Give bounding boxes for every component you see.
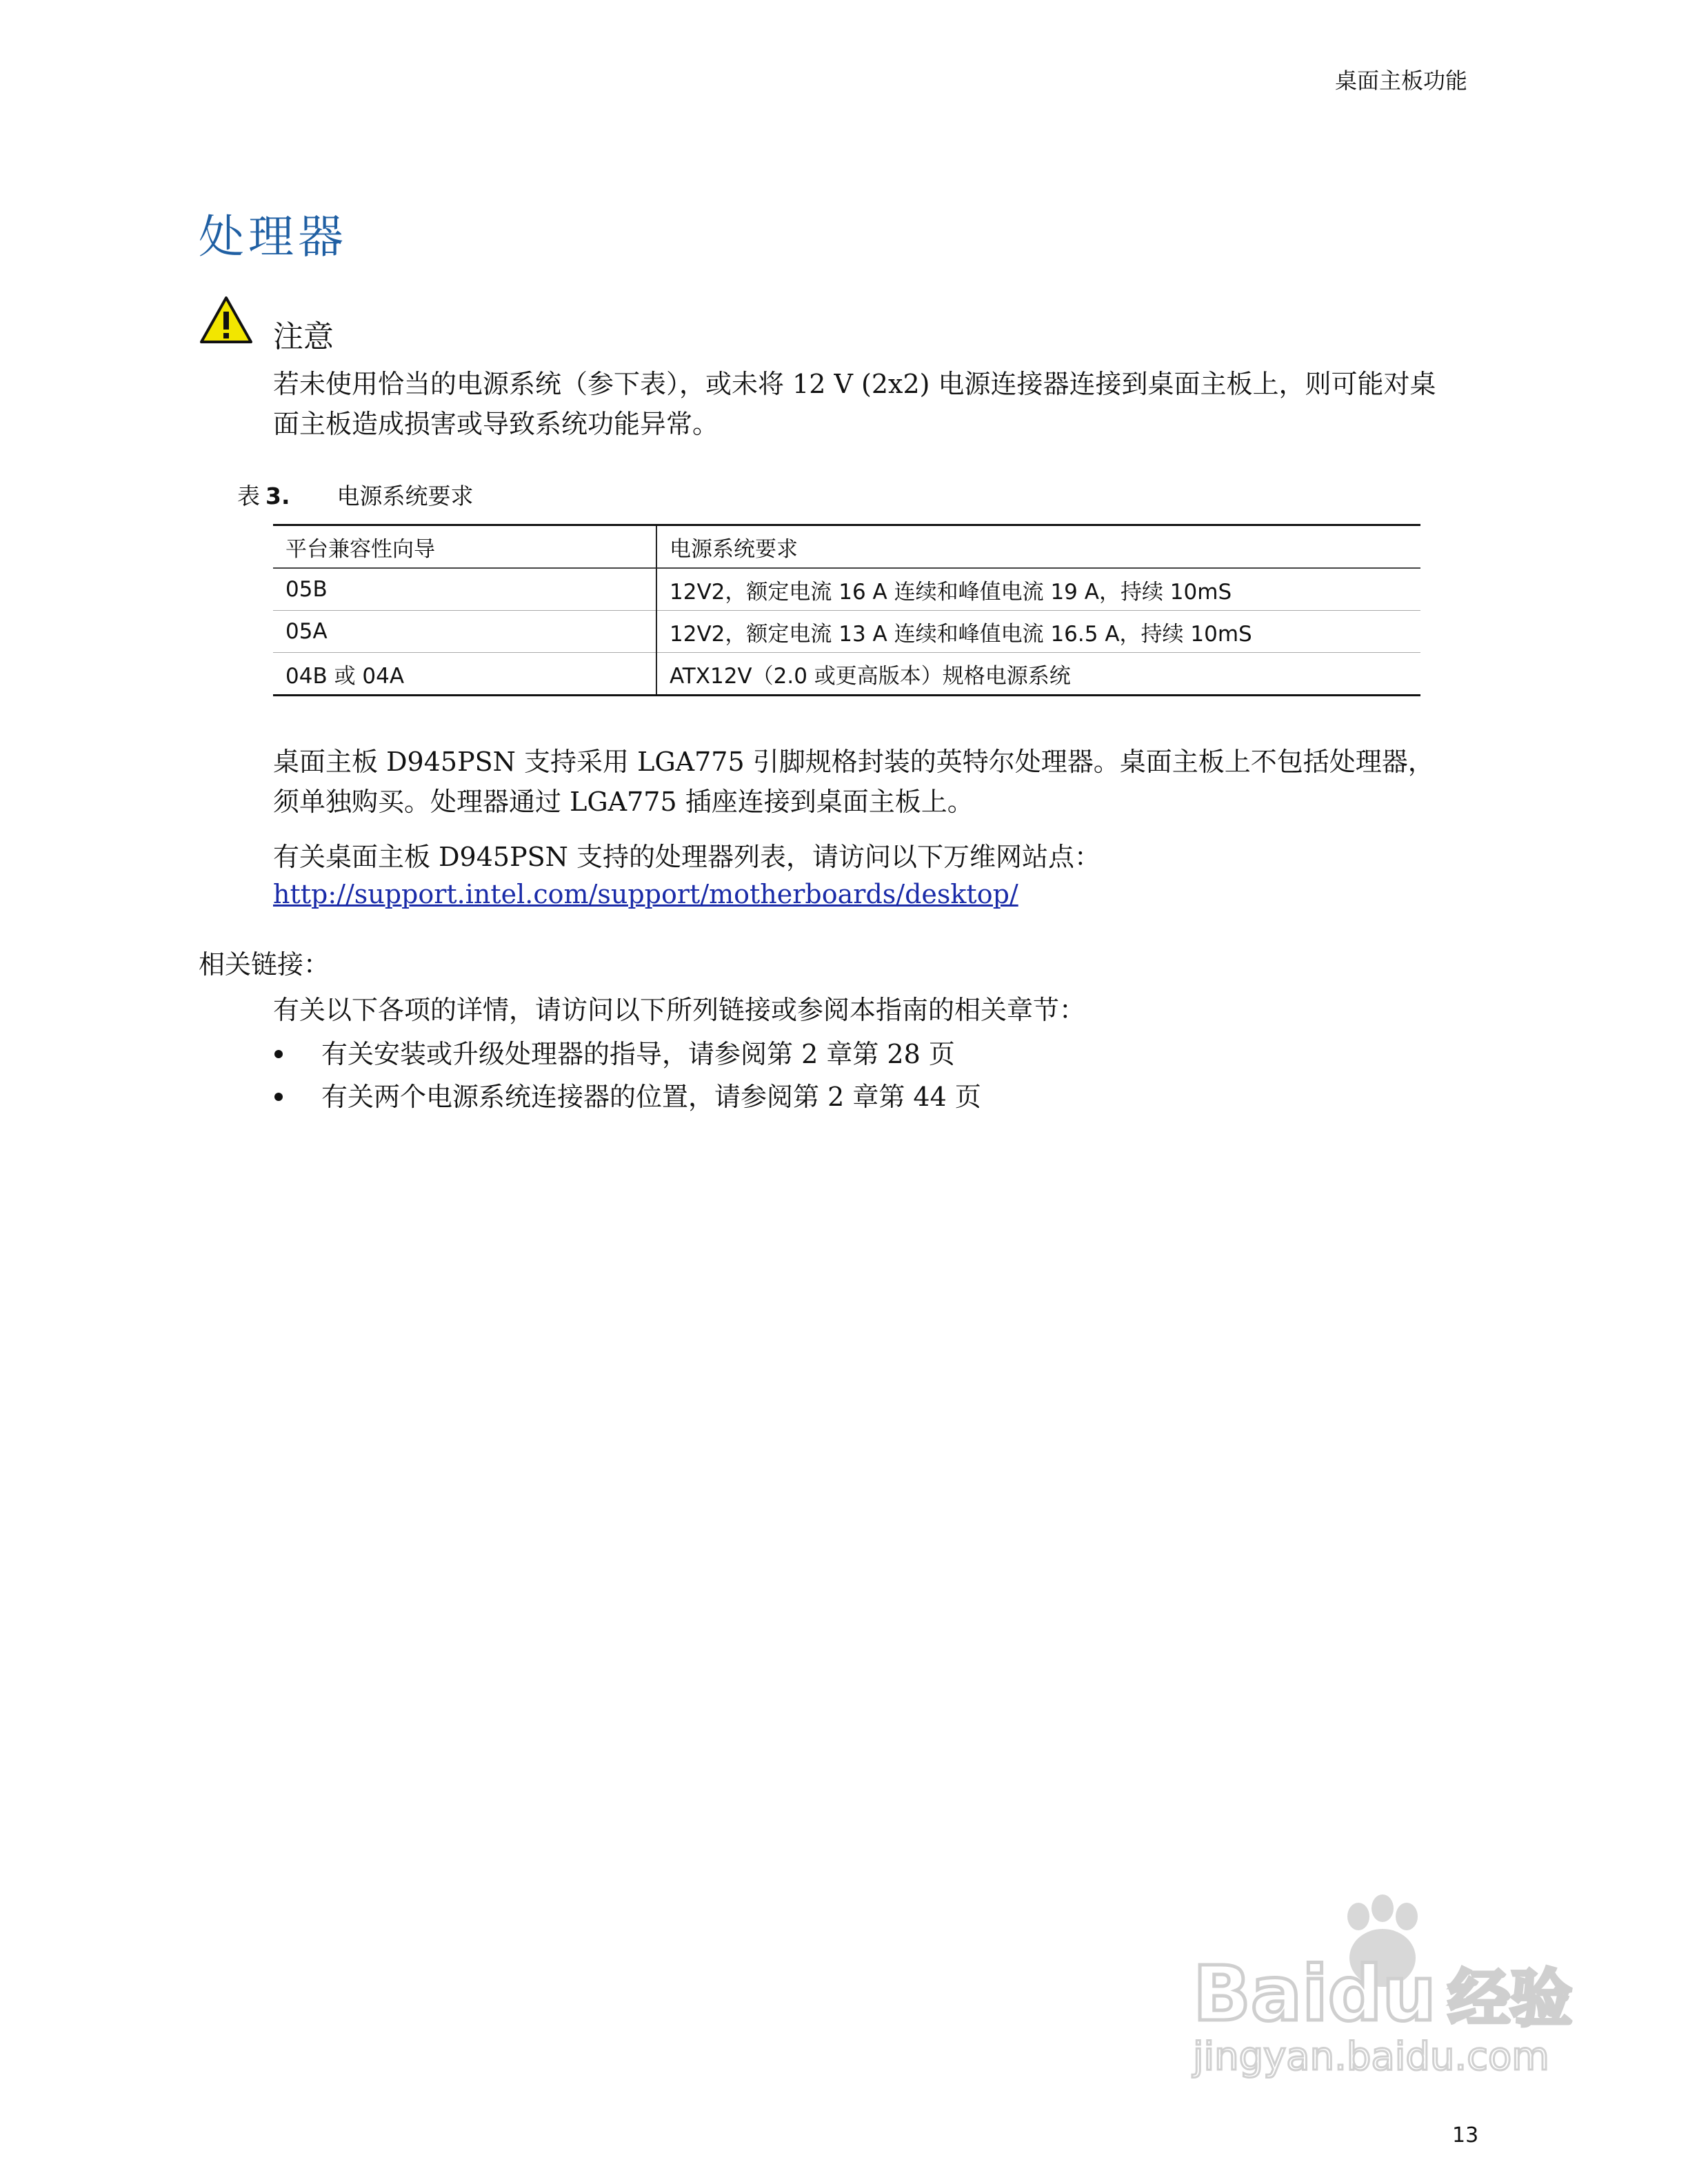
running-header: 桌面主板功能 [1334,68,1467,94]
table-header-row [273,525,1420,569]
related-links-heading: 相关链接： [199,949,330,980]
table-cell: ATX12V（2.0 或更高版本）规格电源系统 [670,663,1071,689]
table-caption [237,478,474,511]
processor-description: 桌面主板 D945PSN 支持采用 LGA775 引脚规格封装的英特尔处理器。桌面主板上不包括处理器，须单独购买。处理器通过 LGA775 插座连接到桌面主板上。 [273,747,1434,817]
table-cell: 12V2，额定电流 16 A 连续和峰值电流 19 A，持续 10mS [670,579,1232,605]
list-item [273,1034,981,1074]
table-cell: 05A [273,611,656,653]
table-header-cell: 平台兼容性向导 [273,525,656,569]
watermark-url: jingyan.baidu.com [1193,2034,1549,2079]
support-link[interactable]: http://support.intel.com/support/motherboards/desktop/ [273,879,1018,909]
watermark-brand-cn: 经验 [1448,1963,1572,2035]
table-caption-number: 3. [265,483,290,509]
baidu-watermark-logo [1172,1889,1586,2082]
bullet-icon [274,1093,283,1101]
warning-triangle-icon [199,295,254,345]
power-requirements-table [273,524,1420,696]
table-row [273,568,1420,611]
table-header-cell: 电源系统要求 [670,536,798,562]
caution-label: 注意 [273,319,334,354]
list-item [273,1077,981,1117]
watermark-brand: Baidu [1193,1950,1436,2038]
table-cell: 12V2，额定电流 13 A 连续和峰值电流 16.5 A，持续 10mS [670,621,1252,647]
page-number: 13 [1452,2123,1479,2147]
list-item-text: 有关安装或升级处理器的指导，请参阅第 2 章第 28 页 [321,1039,955,1069]
processor-list-intro: 有关桌面主板 D945PSN 支持的处理器列表，请访问以下万维网站点： [273,842,1101,872]
table-row [273,611,1420,653]
bullet-icon [274,1050,283,1058]
related-links-intro: 有关以下各项的详情，请访问以下所列链接或参阅本指南的相关章节： [273,995,1086,1025]
related-links-list [273,1034,981,1120]
page-title: 处理器 [199,210,348,263]
list-item-text: 有关两个电源系统连接器的位置，请参阅第 2 章第 44 页 [321,1082,981,1112]
table-row [273,653,1420,696]
caution-text: 若未使用恰当的电源系统（参下表），或未将 12 V (2x2) 电源连接器连接到桌面主板上，则可能对桌面主板造成损害或导致系统功能异常。 [273,369,1436,439]
table-caption-prefix: 表 [237,483,260,509]
table-caption-title: 电源系统要求 [336,483,474,509]
table-cell: 05B [273,568,656,611]
table-cell: 04B 或 04A [273,653,656,696]
